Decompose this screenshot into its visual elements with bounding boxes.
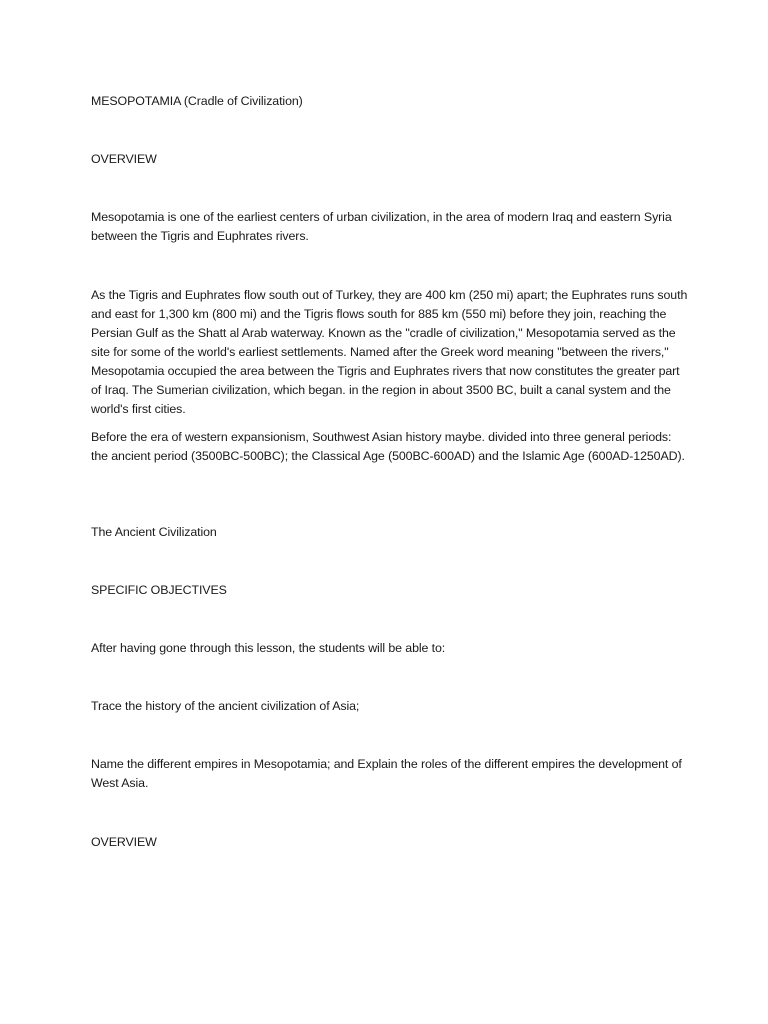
section-heading: The Ancient Civilization xyxy=(91,525,217,539)
document-title: MESOPOTAMIA (Cradle of Civilization) xyxy=(91,94,303,108)
overview-heading: OVERVIEW xyxy=(91,835,157,849)
rivers-paragraph: As the Tigris and Euphrates flow south out of Turkey, they are 400 km (250 mi) apart; the Euphrates runs south and east for 1,300 km (800 mi) and the Tigris flows south for 885 km (550 mi) before they join, reaching the Persian Gulf as the Shatt al Arab waterway. Known as the "cradle of civilization," Mesopotamia served as the site for some of the world's earliest settlements. Named after the Greek word meaning "between the rivers," Mesopotamia occupied the area between the Tigris and Euphrates rivers that now constitutes the greater part of Iraq. The Sumerian civilization, which began. in the region in about 3500 BC, built a canal system and the world's first cities. xyxy=(91,288,688,416)
objective-item: Trace the history of the ancient civilization of Asia; xyxy=(91,699,360,713)
intro-paragraph: Mesopotamia is one of the earliest centers of urban civilization, in the area of modern Iraq and eastern Syria between the Tigris and Euphrates rivers. xyxy=(91,210,672,243)
objectives-heading: SPECIFIC OBJECTIVES xyxy=(91,583,227,597)
periods-paragraph: Before the era of western expansionism, Southwest Asian history maybe. divided into three general periods: the ancient period (3500BC-500BC); the Classical Age (500BC-600AD) and the Islamic Age (600AD-1250AD). xyxy=(91,430,685,463)
objective-item: Name the different empires in Mesopotamia; and Explain the roles of the different empires the development of West Asia. xyxy=(91,757,682,790)
overview-heading: OVERVIEW xyxy=(91,152,157,166)
objectives-intro: After having gone through this lesson, the students will be able to: xyxy=(91,641,446,655)
